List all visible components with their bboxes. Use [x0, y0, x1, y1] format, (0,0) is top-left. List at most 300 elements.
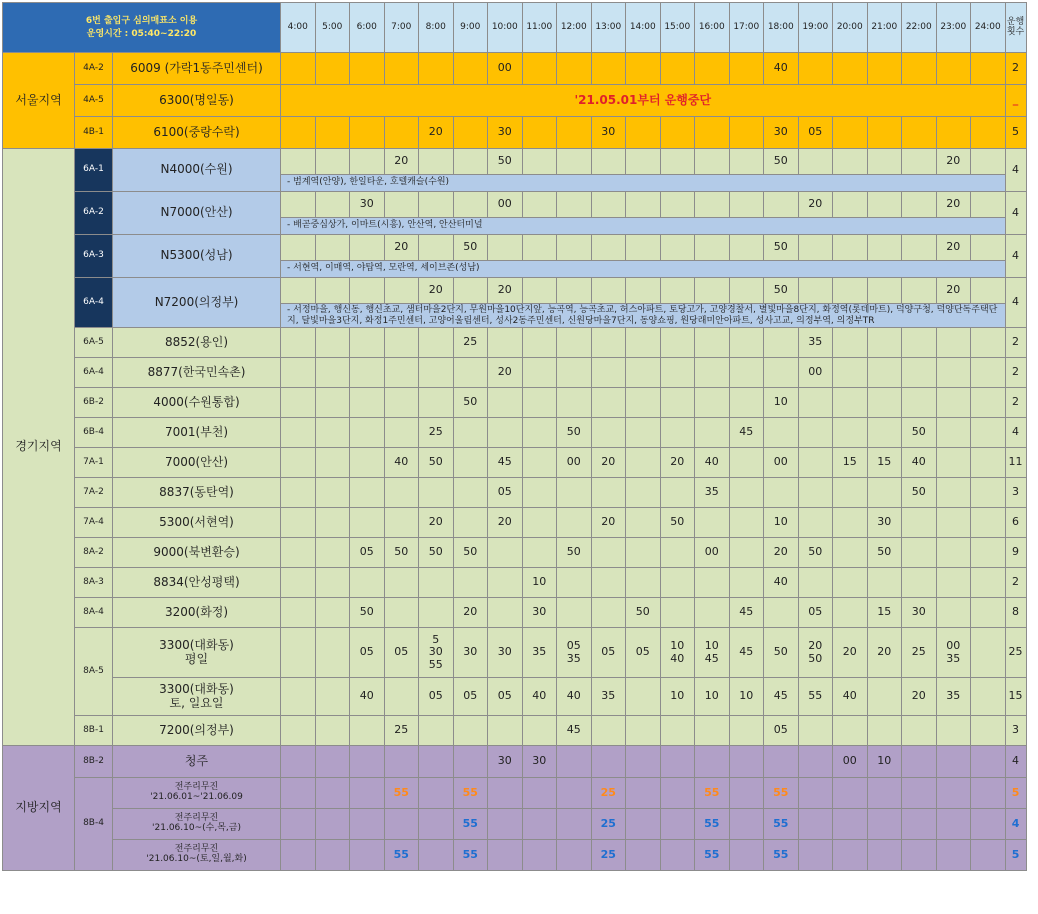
- time-cell: [281, 568, 316, 598]
- time-cell: [384, 508, 419, 538]
- time-cell: 30: [591, 117, 626, 149]
- time-cell: 40: [522, 678, 557, 716]
- time-cell: [695, 598, 730, 628]
- time-cell: [453, 192, 488, 218]
- hour-header: 10:00: [488, 3, 523, 53]
- run-count: 11: [1005, 448, 1026, 478]
- time-cell: [971, 678, 1006, 716]
- time-cell: [557, 508, 592, 538]
- time-cell: [902, 840, 937, 871]
- run-count: 2: [1005, 568, 1026, 598]
- time-cell: [384, 746, 419, 778]
- route-name: 전주리무진 '21.06.10~(토,일,월,화): [113, 840, 281, 871]
- route-name: 9000(북변환승): [113, 538, 281, 568]
- time-cell: [833, 478, 868, 508]
- time-cell: 50: [557, 418, 592, 448]
- time-cell: 20: [419, 278, 454, 304]
- time-cell: 30: [350, 192, 385, 218]
- time-cell: [902, 117, 937, 149]
- time-cell: [936, 478, 971, 508]
- time-cell: [660, 418, 695, 448]
- time-cell: 40: [764, 53, 799, 85]
- time-cell: [660, 778, 695, 809]
- time-cell: [384, 278, 419, 304]
- time-cell: [902, 149, 937, 175]
- time-cell: [522, 716, 557, 746]
- time-cell: 05: [764, 716, 799, 746]
- time-cell: [626, 358, 661, 388]
- time-cell: [419, 716, 454, 746]
- run-count: 2: [1005, 388, 1026, 418]
- time-cell: [626, 678, 661, 716]
- route-name: N5300(성남): [113, 235, 281, 278]
- route-name: 5300(서현역): [113, 508, 281, 538]
- time-cell: 20: [419, 508, 454, 538]
- time-cell: [729, 149, 764, 175]
- time-cell: [695, 388, 730, 418]
- time-cell: [522, 388, 557, 418]
- time-cell: [902, 388, 937, 418]
- time-cell: [695, 192, 730, 218]
- time-cell: [419, 778, 454, 809]
- time-cell: 55: [764, 840, 799, 871]
- hour-header: 19:00: [798, 3, 833, 53]
- time-cell: [902, 278, 937, 304]
- time-cell: [522, 117, 557, 149]
- time-cell: [281, 192, 316, 218]
- time-cell: [936, 746, 971, 778]
- time-cell: [522, 328, 557, 358]
- route-name: 8837(동탄역): [113, 478, 281, 508]
- time-cell: [798, 149, 833, 175]
- time-cell: 50: [902, 418, 937, 448]
- time-cell: [384, 358, 419, 388]
- time-cell: [419, 840, 454, 871]
- run-count: 4: [1005, 418, 1026, 448]
- time-cell: 30: [488, 117, 523, 149]
- time-cell: [384, 53, 419, 85]
- time-cell: [350, 388, 385, 418]
- run-count: 4: [1005, 192, 1026, 235]
- time-cell: [591, 53, 626, 85]
- time-cell: 10: [729, 678, 764, 716]
- time-cell: [626, 192, 661, 218]
- time-cell: 55: [764, 809, 799, 840]
- time-cell: [902, 778, 937, 809]
- hour-header: 8:00: [419, 3, 454, 53]
- time-cell: [971, 358, 1006, 388]
- time-cell: [315, 358, 350, 388]
- time-cell: [902, 53, 937, 85]
- time-cell: [936, 598, 971, 628]
- time-cell: [867, 53, 902, 85]
- count-header: 운행 횟수: [1005, 3, 1026, 53]
- time-cell: [453, 278, 488, 304]
- time-cell: [384, 418, 419, 448]
- time-cell: [419, 358, 454, 388]
- time-cell: [764, 598, 799, 628]
- time-cell: [695, 418, 730, 448]
- time-cell: 50: [453, 388, 488, 418]
- hour-header: 18:00: [764, 3, 799, 53]
- route-name: 3300(대화동) 토, 일요일: [113, 678, 281, 716]
- time-cell: 50: [488, 149, 523, 175]
- time-cell: [557, 358, 592, 388]
- time-cell: [626, 840, 661, 871]
- time-cell: [833, 53, 868, 85]
- time-cell: [902, 328, 937, 358]
- time-cell: [522, 840, 557, 871]
- time-cell: [729, 448, 764, 478]
- route-code: 8B-2: [75, 746, 113, 778]
- time-cell: 05: [626, 628, 661, 678]
- time-cell: [971, 508, 1006, 538]
- hour-header: 24:00: [971, 3, 1006, 53]
- time-cell: 55: [695, 840, 730, 871]
- time-cell: [971, 117, 1006, 149]
- time-cell: [419, 235, 454, 261]
- time-cell: [833, 809, 868, 840]
- time-cell: 35: [522, 628, 557, 678]
- time-cell: [626, 478, 661, 508]
- route-name: N7000(안산): [113, 192, 281, 235]
- time-cell: [729, 278, 764, 304]
- time-cell: [522, 278, 557, 304]
- run-count: 9: [1005, 538, 1026, 568]
- run-count: 3: [1005, 716, 1026, 746]
- time-cell: [971, 628, 1006, 678]
- time-cell: [315, 328, 350, 358]
- time-cell: [522, 418, 557, 448]
- time-cell: 20: [936, 235, 971, 261]
- time-cell: [798, 840, 833, 871]
- run-count: 5: [1005, 117, 1026, 149]
- time-cell: [902, 746, 937, 778]
- time-cell: [971, 418, 1006, 448]
- time-cell: [867, 235, 902, 261]
- time-cell: 00: [764, 448, 799, 478]
- time-cell: [626, 328, 661, 358]
- time-cell: [833, 778, 868, 809]
- time-cell: [315, 53, 350, 85]
- time-cell: [557, 809, 592, 840]
- time-cell: [488, 598, 523, 628]
- time-cell: [281, 598, 316, 628]
- route-name: 3200(화정): [113, 598, 281, 628]
- time-cell: [315, 809, 350, 840]
- time-cell: 05: [488, 678, 523, 716]
- time-cell: 50: [453, 235, 488, 261]
- time-cell: 55: [453, 840, 488, 871]
- time-cell: 05: [798, 117, 833, 149]
- time-cell: [419, 192, 454, 218]
- time-cell: [867, 278, 902, 304]
- time-cell: [453, 358, 488, 388]
- route-code: 6B-2: [75, 388, 113, 418]
- time-cell: 45: [488, 448, 523, 478]
- region-seoul: 서울지역: [3, 53, 75, 149]
- time-cell: [419, 53, 454, 85]
- time-cell: [488, 778, 523, 809]
- stops-list: - 배곧중심상가, 이마트(시흥), 안산역, 안산터미널: [281, 218, 1006, 235]
- hour-header: 23:00: [936, 3, 971, 53]
- time-cell: [971, 278, 1006, 304]
- time-cell: [660, 388, 695, 418]
- time-cell: [384, 388, 419, 418]
- time-cell: 45: [729, 598, 764, 628]
- time-cell: [315, 598, 350, 628]
- time-cell: [798, 716, 833, 746]
- time-cell: 25: [591, 809, 626, 840]
- route-name: 6009 (가락1동주민센터): [113, 53, 281, 85]
- time-cell: [971, 538, 1006, 568]
- time-cell: [453, 448, 488, 478]
- time-cell: [833, 235, 868, 261]
- time-cell: [557, 328, 592, 358]
- time-cell: [591, 192, 626, 218]
- time-cell: [522, 53, 557, 85]
- time-cell: [729, 778, 764, 809]
- time-cell: [626, 746, 661, 778]
- time-cell: 45: [764, 678, 799, 716]
- time-cell: [798, 235, 833, 261]
- time-cell: [488, 328, 523, 358]
- route-name: 전주리무진 '21.06.01~'21.06.09: [113, 778, 281, 809]
- title-line-2: 운영시간 : 05:40~22:20: [86, 28, 197, 39]
- time-cell: 45: [729, 418, 764, 448]
- time-cell: 30: [764, 117, 799, 149]
- time-cell: [626, 716, 661, 746]
- time-cell: [798, 508, 833, 538]
- time-cell: 30: [902, 598, 937, 628]
- time-cell: 5 30 55: [419, 628, 454, 678]
- time-cell: 05: [798, 598, 833, 628]
- time-cell: [522, 149, 557, 175]
- run-count: _: [1005, 85, 1026, 117]
- time-cell: [660, 809, 695, 840]
- time-cell: [315, 628, 350, 678]
- time-cell: 50: [350, 598, 385, 628]
- time-cell: [695, 235, 730, 261]
- time-cell: [971, 478, 1006, 508]
- time-cell: 15: [833, 448, 868, 478]
- time-cell: [971, 388, 1006, 418]
- time-cell: 40: [764, 568, 799, 598]
- time-cell: 05: [384, 628, 419, 678]
- time-cell: [350, 478, 385, 508]
- time-cell: 40: [557, 678, 592, 716]
- time-cell: 55: [453, 778, 488, 809]
- hour-header: 13:00: [591, 3, 626, 53]
- time-cell: [557, 598, 592, 628]
- time-cell: [902, 568, 937, 598]
- time-cell: [591, 598, 626, 628]
- time-cell: 50: [764, 235, 799, 261]
- hour-header: 17:00: [729, 3, 764, 53]
- time-cell: [281, 778, 316, 809]
- run-count: 4: [1005, 809, 1026, 840]
- time-cell: [591, 278, 626, 304]
- time-cell: [660, 478, 695, 508]
- time-cell: [729, 328, 764, 358]
- hour-header: 16:00: [695, 3, 730, 53]
- time-cell: [626, 149, 661, 175]
- time-cell: [419, 478, 454, 508]
- time-cell: [557, 778, 592, 809]
- time-cell: [867, 388, 902, 418]
- time-cell: 50: [419, 448, 454, 478]
- hour-header: 7:00: [384, 3, 419, 53]
- time-cell: [384, 117, 419, 149]
- time-cell: [350, 840, 385, 871]
- time-cell: [350, 53, 385, 85]
- time-cell: [453, 716, 488, 746]
- time-cell: [729, 53, 764, 85]
- time-cell: [281, 538, 316, 568]
- time-cell: [833, 538, 868, 568]
- time-cell: [729, 117, 764, 149]
- time-cell: 00: [833, 746, 868, 778]
- time-cell: [936, 388, 971, 418]
- hour-header: 6:00: [350, 3, 385, 53]
- time-cell: 05: [591, 628, 626, 678]
- run-count: 15: [1005, 678, 1026, 716]
- time-cell: [867, 117, 902, 149]
- time-cell: [488, 716, 523, 746]
- time-cell: 50: [419, 538, 454, 568]
- time-cell: [419, 568, 454, 598]
- time-cell: [626, 538, 661, 568]
- time-cell: [867, 418, 902, 448]
- time-cell: [729, 809, 764, 840]
- time-cell: [419, 809, 454, 840]
- time-cell: 15: [867, 598, 902, 628]
- route-code: 8A-3: [75, 568, 113, 598]
- time-cell: [695, 568, 730, 598]
- time-cell: [591, 328, 626, 358]
- time-cell: 35: [798, 328, 833, 358]
- time-cell: 30: [867, 508, 902, 538]
- time-cell: [591, 235, 626, 261]
- time-cell: [626, 278, 661, 304]
- time-cell: 40: [833, 678, 868, 716]
- time-cell: [591, 388, 626, 418]
- time-cell: [729, 192, 764, 218]
- time-cell: [695, 117, 730, 149]
- time-cell: [833, 328, 868, 358]
- run-count: 2: [1005, 53, 1026, 85]
- time-cell: [488, 809, 523, 840]
- time-cell: [867, 358, 902, 388]
- time-cell: [626, 568, 661, 598]
- time-cell: 05: [453, 678, 488, 716]
- time-cell: [350, 778, 385, 809]
- time-cell: [315, 778, 350, 809]
- time-cell: [315, 418, 350, 448]
- time-cell: [315, 117, 350, 149]
- time-cell: [833, 278, 868, 304]
- time-cell: [798, 478, 833, 508]
- time-cell: 05: [350, 538, 385, 568]
- stops-list: - 범계역(안양), 한일타운, 호텔캐슬(수원): [281, 175, 1006, 192]
- route-code: 7A-1: [75, 448, 113, 478]
- time-cell: [833, 418, 868, 448]
- time-cell: 20: [488, 508, 523, 538]
- time-cell: [557, 278, 592, 304]
- route-code: 6B-4: [75, 418, 113, 448]
- time-cell: [798, 809, 833, 840]
- hour-header: 9:00: [453, 3, 488, 53]
- time-cell: [453, 478, 488, 508]
- time-cell: [936, 418, 971, 448]
- time-cell: [591, 568, 626, 598]
- time-cell: [660, 746, 695, 778]
- time-cell: [971, 149, 1006, 175]
- time-cell: [557, 192, 592, 218]
- time-cell: [488, 388, 523, 418]
- time-cell: [936, 448, 971, 478]
- time-cell: [315, 478, 350, 508]
- time-cell: 50: [384, 538, 419, 568]
- run-count: 4: [1005, 149, 1026, 192]
- time-cell: [729, 508, 764, 538]
- run-count: 8: [1005, 598, 1026, 628]
- time-cell: 05: [419, 678, 454, 716]
- time-cell: [522, 192, 557, 218]
- route-code: 6A-4: [75, 278, 113, 328]
- time-cell: [695, 358, 730, 388]
- hour-header: 14:00: [626, 3, 661, 53]
- time-cell: [764, 328, 799, 358]
- run-count: 4: [1005, 746, 1026, 778]
- time-cell: [626, 508, 661, 538]
- time-cell: [281, 149, 316, 175]
- time-cell: 40: [350, 678, 385, 716]
- time-cell: [833, 598, 868, 628]
- time-cell: [729, 840, 764, 871]
- time-cell: [522, 358, 557, 388]
- time-cell: [453, 746, 488, 778]
- time-cell: [281, 678, 316, 716]
- time-cell: 10: [660, 678, 695, 716]
- route-name: 8852(용인): [113, 328, 281, 358]
- time-cell: [936, 508, 971, 538]
- hour-header: 21:00: [867, 3, 902, 53]
- time-cell: [833, 358, 868, 388]
- time-cell: [867, 678, 902, 716]
- time-cell: [902, 716, 937, 746]
- time-cell: [764, 358, 799, 388]
- time-cell: [315, 149, 350, 175]
- hour-header: 5:00: [315, 3, 350, 53]
- time-cell: 50: [626, 598, 661, 628]
- time-cell: 35: [591, 678, 626, 716]
- time-cell: [798, 388, 833, 418]
- time-cell: [522, 538, 557, 568]
- time-cell: [591, 418, 626, 448]
- time-cell: 05 35: [557, 628, 592, 678]
- hour-header: 4:00: [281, 3, 316, 53]
- time-cell: [281, 117, 316, 149]
- run-count: 5: [1005, 840, 1026, 871]
- time-cell: [867, 568, 902, 598]
- time-cell: [867, 478, 902, 508]
- time-cell: [315, 192, 350, 218]
- time-cell: [798, 53, 833, 85]
- route-name: 7000(안산): [113, 448, 281, 478]
- time-cell: [591, 358, 626, 388]
- time-cell: [936, 840, 971, 871]
